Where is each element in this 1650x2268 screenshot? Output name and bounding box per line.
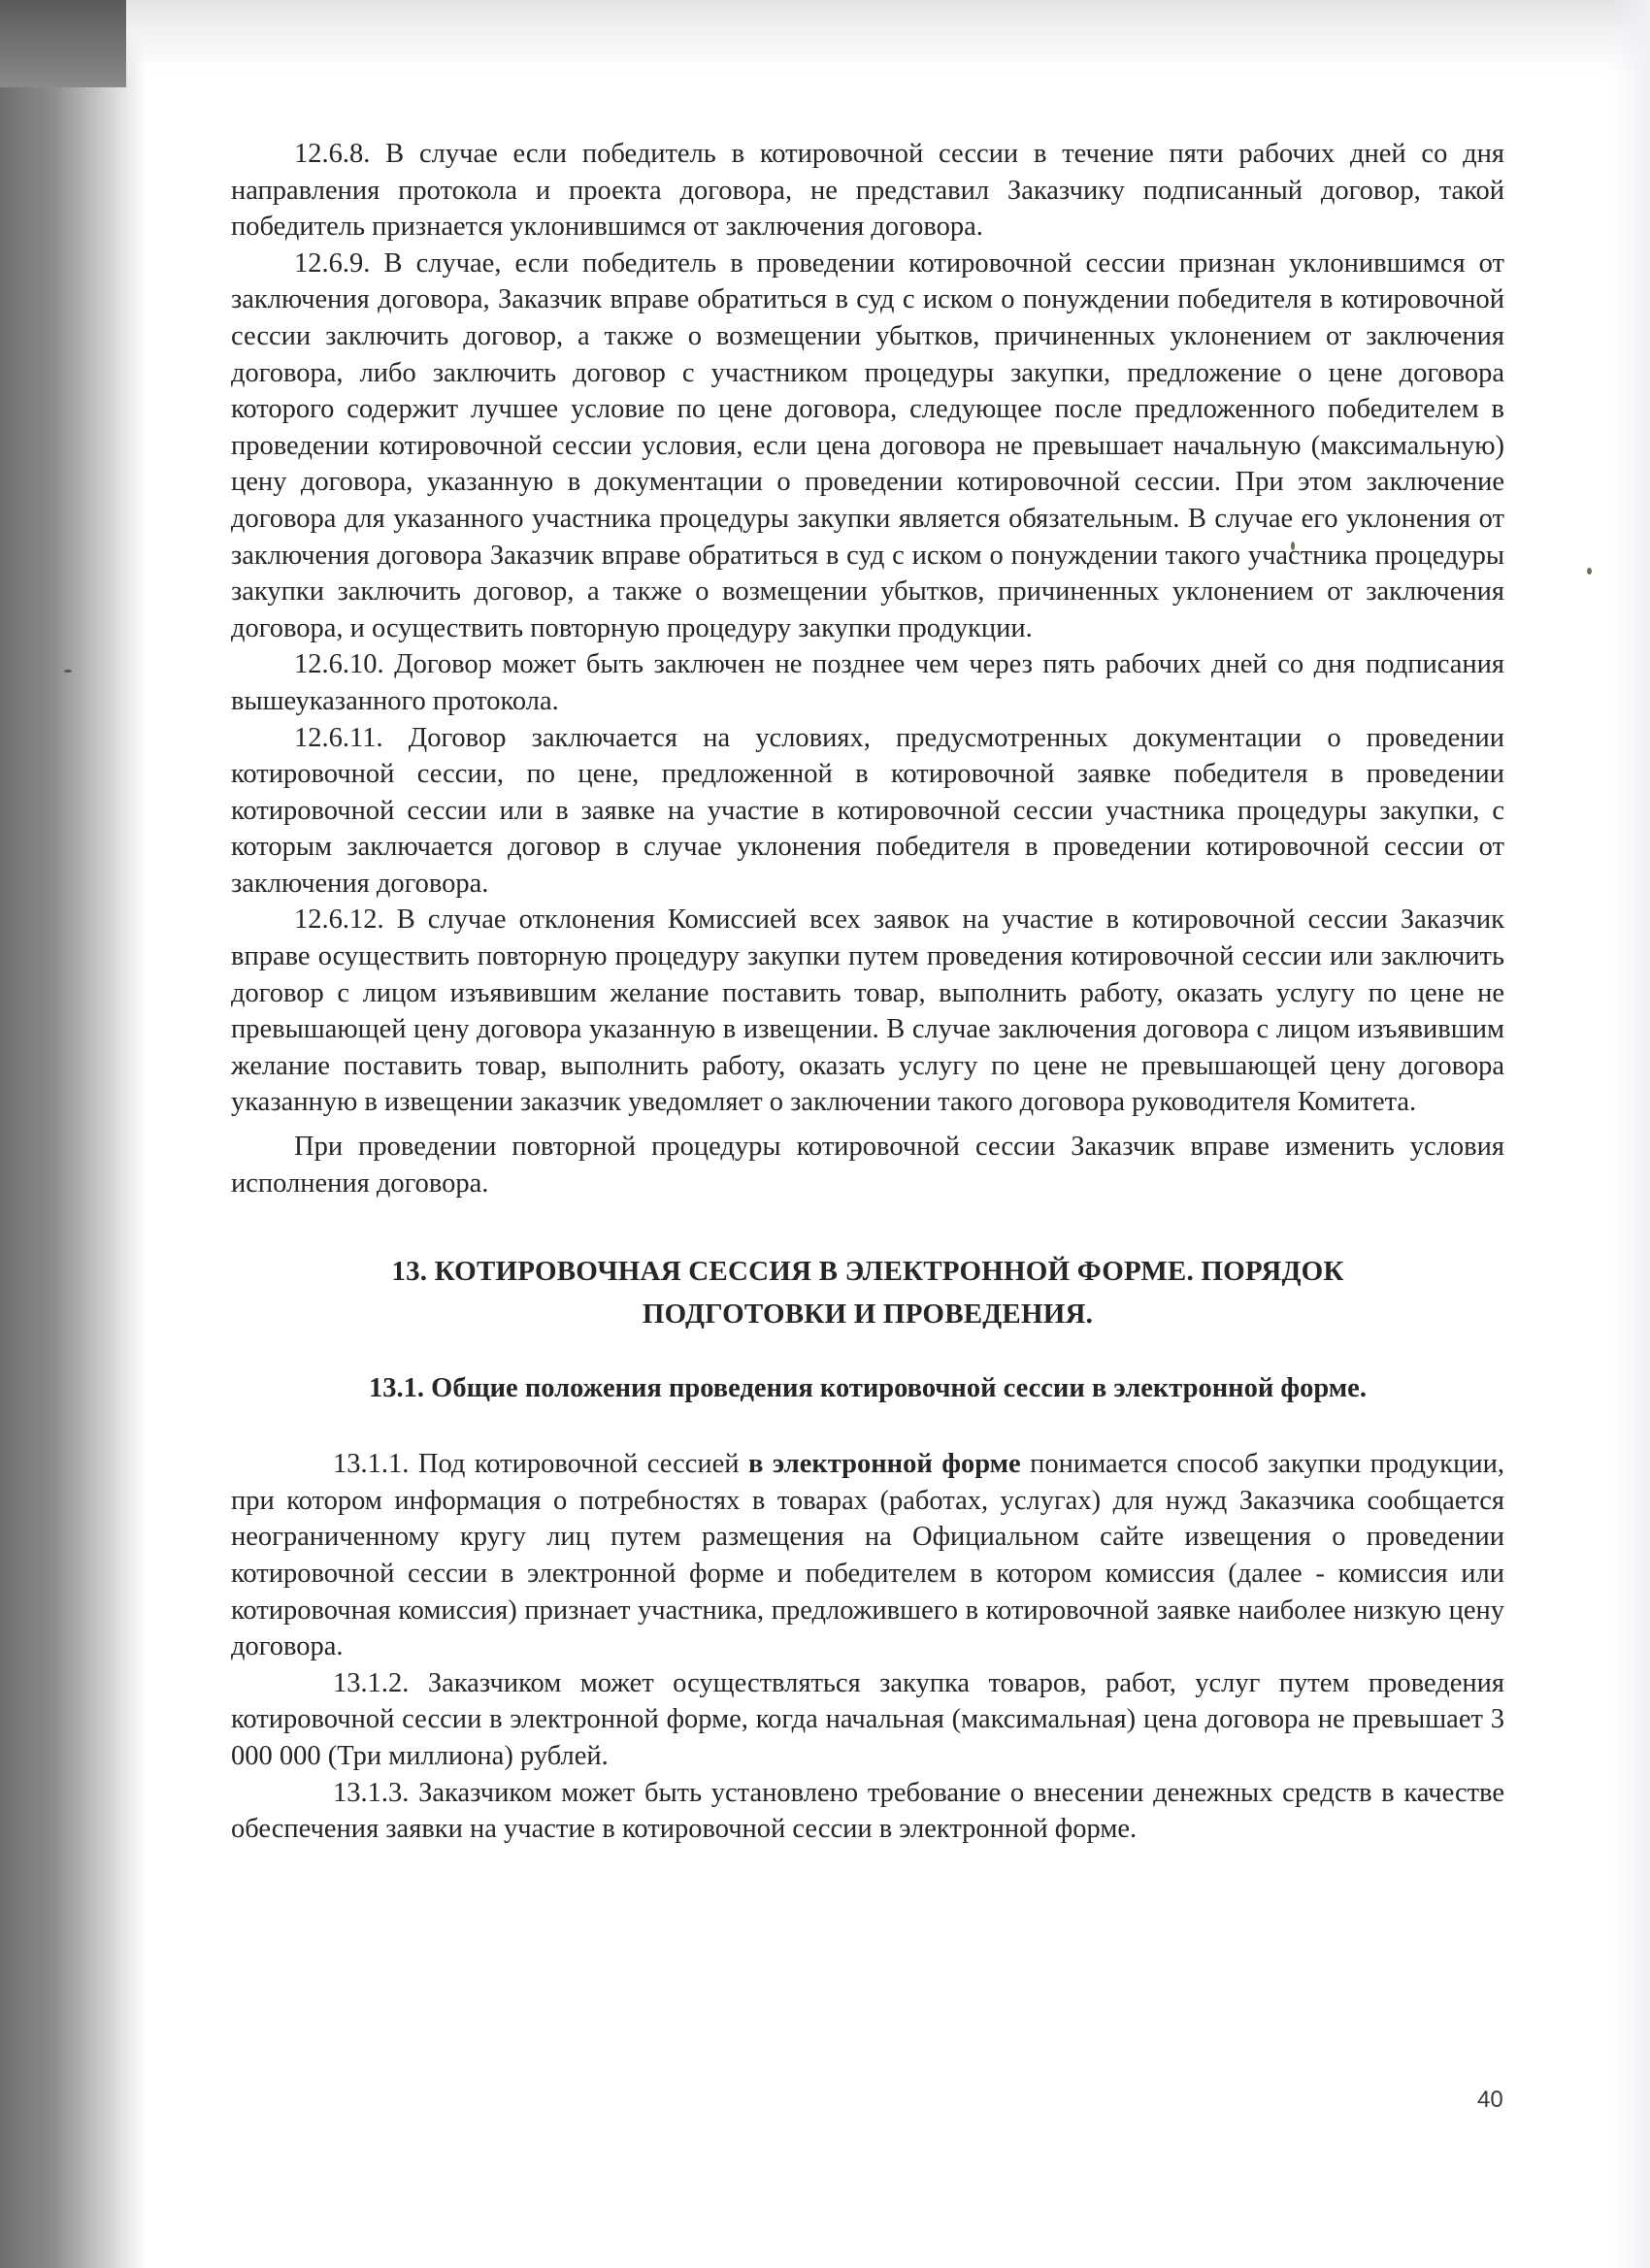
paragraph-12-6-12: 12.6.12. В случае отклонения Комиссией всех заявок на участие в котировочной сессии Заказчик вправе осуществить повторную процедуру закупки путем проведения котировочной сессии или заключить договор с лицом изъявившим желание поставить товар, выполнить работу, оказать услугу по цене не превышающей цену договора указанную в извещении. В случае заключения договора с лицом изъявившим желание поставить товар, выполнить работу, оказать услугу по цене не превышающей цену договора указанную в извещении заказчик уведомляет о заключении такого договора руководителя Комитета. xyxy=(231,904,1504,1118)
scan-right-edge xyxy=(1611,0,1650,2268)
paragraph-13-1-1-bold: в электронной форме xyxy=(748,1449,1021,1480)
paragraph-13-1-2: 13.1.2. Заказчиком может осуществляться закупка товаров, работ, услуг путем проведения котировочной сессии в электронной форме, когда начальная (максимальная) цена договора не превышает 3 000 000 (Три миллиона) рублей. xyxy=(231,1667,1504,1771)
scan-corner-shadow xyxy=(0,0,126,87)
paragraph-13-1-3: 13.1.3. Заказчиком может быть установлено требование о внесении денежных средств в качестве обеспечения заявки на участие в котировочной сессии в электронной форме. xyxy=(231,1777,1504,1845)
section-13-heading xyxy=(231,1250,1504,1335)
section-13-heading-line1: 13. КОТИРОВОЧНАЯ СЕССИЯ В ЭЛЕКТРОННОЙ ФОРМЕ. ПОРЯДОК xyxy=(391,1256,1344,1288)
document-page xyxy=(231,136,1504,1848)
scan-top-edge xyxy=(0,0,1650,73)
section-13-heading-line2: ПОДГОТОВКИ И ПРОВЕДЕНИЯ. xyxy=(642,1298,1094,1331)
paragraph-13-1-1 xyxy=(231,1446,1504,1665)
scan-speck xyxy=(1587,568,1592,575)
scan-speck xyxy=(64,670,72,673)
paragraph-12-6-10: 12.6.10. Договор может быть заключен не позднее чем через пять рабочих дней со дня подписания вышеуказанного протокола. xyxy=(231,649,1504,716)
paragraph-13-1-1-start: 13.1.1. Под котировочной сессией xyxy=(333,1449,749,1480)
paragraph-12-6-9: 12.6.9. В случае, если победитель в проведении котировочной сессии признан уклонившимся от заключения договора, Заказчик вправе обратиться в суд с иском о понуждении победителя в котировочной сессии заключить договор, а также о возмещении убытков, причиненных уклонением от заключения договора, либо заключить договор с участником процедуры закупки, предложение о цене договора которого содержит лучшее условие по цене договора, следующее после предложенного победителем в проведении котировочной сессии условия, если цена договора не превышает начальную (максимальную) цену договора, указанную в документации о проведении котировочной сессии. При этом заключение договора для указанного участника процедуры закупки является обязательным. В случае его уклонения от заключения договора Заказчик вправе обратиться в суд с иском о понуждении такого участника процедуры закупки заключить договор, а также о возмещении убытков, причиненных уклонением от заключения договора, и осуществить повторную процедуру закупки продукции. xyxy=(231,247,1504,643)
paragraph-13-1-1-end: понимается способ закупки продукции, при котором информация о потребностях в товарах (работах, услугах) для нужд Заказчика сообщается неограниченному кругу лиц путем размещения на Официальном сайте извещения о проведении котировочной сессии в электронной форме и победителем в котором комиссия (далее - комиссия или котировочная комиссия) признает участника, предложившего в котировочной заявке наиболее низкую цену договора. xyxy=(231,1449,1504,1662)
paragraph-12-6-11: 12.6.11. Договор заключается на условиях, предусмотренных документации о проведении котировочной сессии, по цене, предложенной в котировочной заявке победителя в проведении котировочной сессии или в заявке на участие в котировочной сессии участника процедуры закупки, с которым заключается договор в случае уклонения победителя в проведении котировочной сессии от заключения договора. xyxy=(231,722,1504,899)
page-number: 40 xyxy=(1477,2087,1503,2113)
paragraph-repeat-procedure-note: При проведении повторной процедуры котировочной сессии Заказчик вправе изменить условия исполнения договора. xyxy=(231,1132,1504,1199)
paragraph-12-6-8: 12.6.8. В случае если победитель в котировочной сессии в течение пяти рабочих дней со дня направления протокола и проекта договора, не представил Заказчику подписанный договор, такой победитель признается уклонившимся от заключения договора. xyxy=(231,139,1504,243)
scan-binding-shadow xyxy=(0,0,146,2268)
section-13-1-subheading: 13.1. Общие положения проведения котировочной сессии в электронной форме. xyxy=(369,1373,1367,1404)
